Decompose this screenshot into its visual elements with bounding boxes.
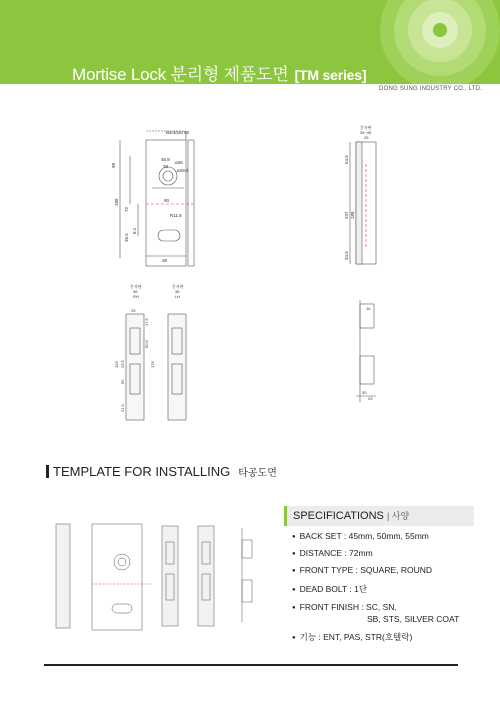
company-name: DONG SUNG INDUSTRY CO., LTD.: [379, 86, 482, 92]
spec-dead-bolt: ● DEAD BOLT : 1단: [292, 583, 459, 595]
side-profile-drawing: [346, 296, 386, 408]
dim-46-8: 46.8: [161, 157, 170, 162]
template-title-ko: 타공도면: [238, 468, 277, 479]
template-title: TEMPLATE FOR INSTALLING: [53, 464, 231, 479]
strike-dim-23-5: 23.5: [120, 360, 125, 368]
dim-8-1: 8.1: [132, 227, 137, 234]
bottom-divider: [44, 664, 458, 666]
side-dim-23: 23: [368, 396, 373, 401]
strike-dim-176: 176: [150, 361, 155, 368]
main-lock-drawing: [108, 128, 208, 270]
strike-plates-drawing: [108, 284, 208, 424]
rh-label: 문자판: [130, 284, 142, 289]
front-dim-188: 188: [350, 211, 355, 219]
dim-phi26: ø26: [175, 160, 183, 165]
spec-distance: ● DISTANCE : 72mm: [292, 548, 459, 558]
strike-dim-17-5: 17.5: [144, 318, 149, 326]
front-dim-54-5: 54.5: [344, 155, 349, 164]
header-banner: [0, 0, 500, 84]
spec-title: SPECIFICATIONS: [293, 510, 384, 522]
title-bar-icon: [46, 465, 49, 478]
spec-title-ko: 사양: [391, 511, 410, 521]
side-dim-30: 30: [362, 390, 367, 395]
spec-front-finish-cont: SB, STS, SILVER COAT: [367, 613, 460, 624]
dim-phi29-5: ø29.5: [177, 168, 189, 173]
strike-dim-25: 25: [131, 308, 136, 313]
side-dim-16: 16: [366, 306, 371, 311]
dim-38-bottom: 38: [162, 258, 168, 263]
spec-front-type: ● FRONT TYPE : SQUARE, ROUND: [292, 565, 459, 575]
strike-dim-60-5: 60.5: [144, 340, 149, 348]
specifications-header: SPECIFICATIONS | 사양: [284, 506, 474, 526]
front-dim-237: 237: [344, 211, 349, 219]
strike-dim-21-5: 21.5: [120, 404, 125, 412]
dim-38-top: 38: [163, 164, 169, 169]
strike-dim-55: 55: [120, 379, 125, 384]
front-top-dims: 35~45: [360, 130, 372, 135]
rh-dims: 36: [133, 289, 138, 294]
dim-188: 188: [114, 198, 119, 206]
title-main: Mortise Lock 분리형 제품도면: [72, 65, 289, 84]
title-series: [TM series]: [294, 67, 367, 83]
front-plate-drawing: [330, 124, 390, 272]
lh-tag: LH: [175, 294, 181, 299]
page-title: [72, 60, 366, 84]
front-width: 25: [364, 135, 369, 140]
dim-r11-5: R11.5: [170, 213, 182, 218]
spec-function: ● 기능 : ENT, PAS, STR(호텔락): [292, 631, 459, 643]
circle-decoration: [360, 0, 500, 84]
spec-front-finish: [292, 602, 459, 624]
spec-backset: ● BACK SET : 45mm, 50mm, 55mm: [292, 531, 459, 541]
dim-36-5: 36.5: [124, 233, 129, 242]
rh-tag: RH: [133, 294, 139, 299]
lh-dims: 36: [175, 289, 180, 294]
lh-label: 문자판: [172, 284, 184, 289]
front-header: 문자판: [360, 125, 372, 130]
spec-front-finish-text: FRONT FINISH : SC, SN,: [299, 601, 397, 612]
front-dim-34-5: 34.5: [344, 251, 349, 260]
backset-label: BackSet 60: [166, 130, 190, 135]
template-drawings: [42, 510, 268, 634]
dim-72: 72: [124, 206, 129, 212]
specifications-list: [292, 531, 459, 650]
strike-dim-126: 126: [114, 361, 119, 368]
dim-90: 90: [164, 198, 170, 203]
template-section-title: [46, 464, 277, 479]
dim-98: 98: [111, 162, 116, 168]
